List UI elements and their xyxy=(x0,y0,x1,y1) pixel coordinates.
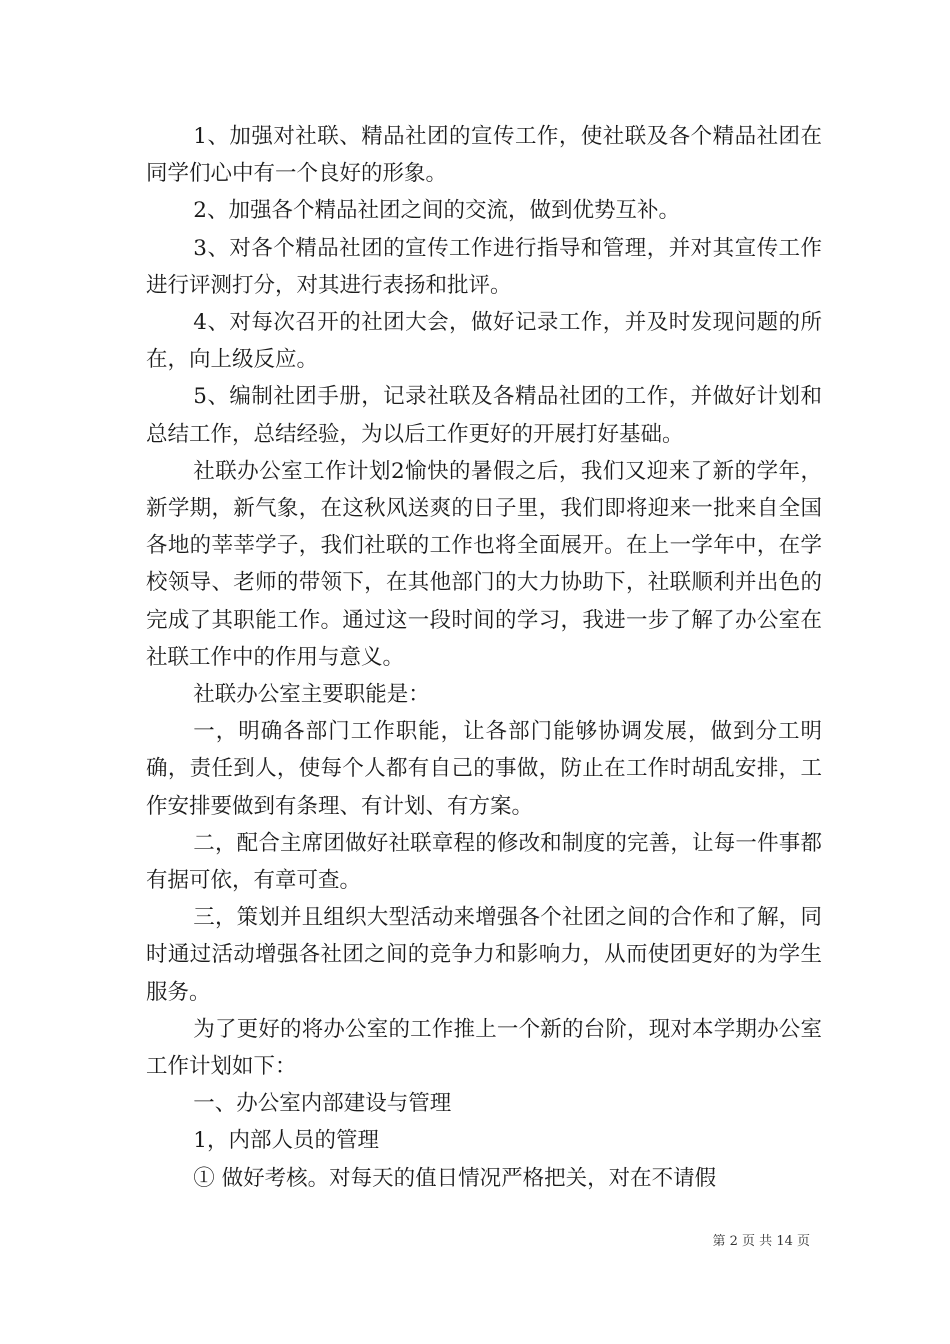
paragraph-7: 社联办公室主要职能是： xyxy=(193,682,430,708)
paragraph-14: ① 做好考核。对每天的值日情况严格把关，对在不请假 xyxy=(193,1165,717,1191)
page-number-footer: 第 2 页 共 14 页 xyxy=(712,1234,810,1249)
paragraph-12: 一、办公室内部建设与管理 xyxy=(193,1091,452,1117)
paragraph-4: 4、对每次召开的社团大会，做好记录工作，并及时发现问题的所在，向上级反应。 xyxy=(146,310,822,373)
paragraph-3: 3、对各个精品社团的宣传工作进行指导和管理，并对其宣传工作进行评测打分，对其进行表扬和批评。 xyxy=(146,235,822,298)
paragraph-5: 5、编制社团手册，记录社联及各精品社团的工作，并做好计划和总结工作，总结经验，为以后工作更好的开展打好基础。 xyxy=(146,384,822,447)
paragraph-9: 二，配合主席团做好社联章程的修改和制度的完善，让每一件事都有据可依，有章可查。 xyxy=(146,830,822,894)
paragraph-13: 1，内部人员的管理 xyxy=(193,1128,379,1154)
paragraph-11: 为了更好的将办公室的工作推上一个新的台阶，现对本学期办公室工作计划如下： xyxy=(146,1016,822,1080)
paragraph-1: 1、加强对社联、精品社团的宣传工作，使社联及各个精品社团在同学们心中有一个良好的形象。 xyxy=(146,124,822,187)
paragraph-10: 三，策划并且组织大型活动来增强各个社团之间的合作和了解，同时通过活动增强各社团之间的竞争力和影响力，从而使团更好的为学生服务。 xyxy=(146,905,822,1005)
paragraph-8: 一，明确各部门工作职能，让各部门能够协调发展，做到分工明确，责任到人，使每个人都有自己的事做，防止在工作时胡乱安排，工作安排要做到有条理、有计划、有方案。 xyxy=(146,719,822,819)
paragraph-6: 社联办公室工作计划2愉快的暑假之后，我们又迎来了新的学年，新学期，新气象，在这秋风送爽的日子里，我们即将迎来一批来自全国各地的莘莘学子，我们社联的工作也将全面展开。在上一学年中，在学校领导、老师的带领下，在其他部门的大力协助下，社联顺利并出色的完成了其职能工作。通过这一段时间的学习，我进一步了解了办公室在社联工作中的作用与意义。 xyxy=(146,458,822,670)
body-text xyxy=(146,118,822,1197)
paragraph-2: 2、加强各个精品社团之间的交流，做到优势互补。 xyxy=(193,198,680,224)
